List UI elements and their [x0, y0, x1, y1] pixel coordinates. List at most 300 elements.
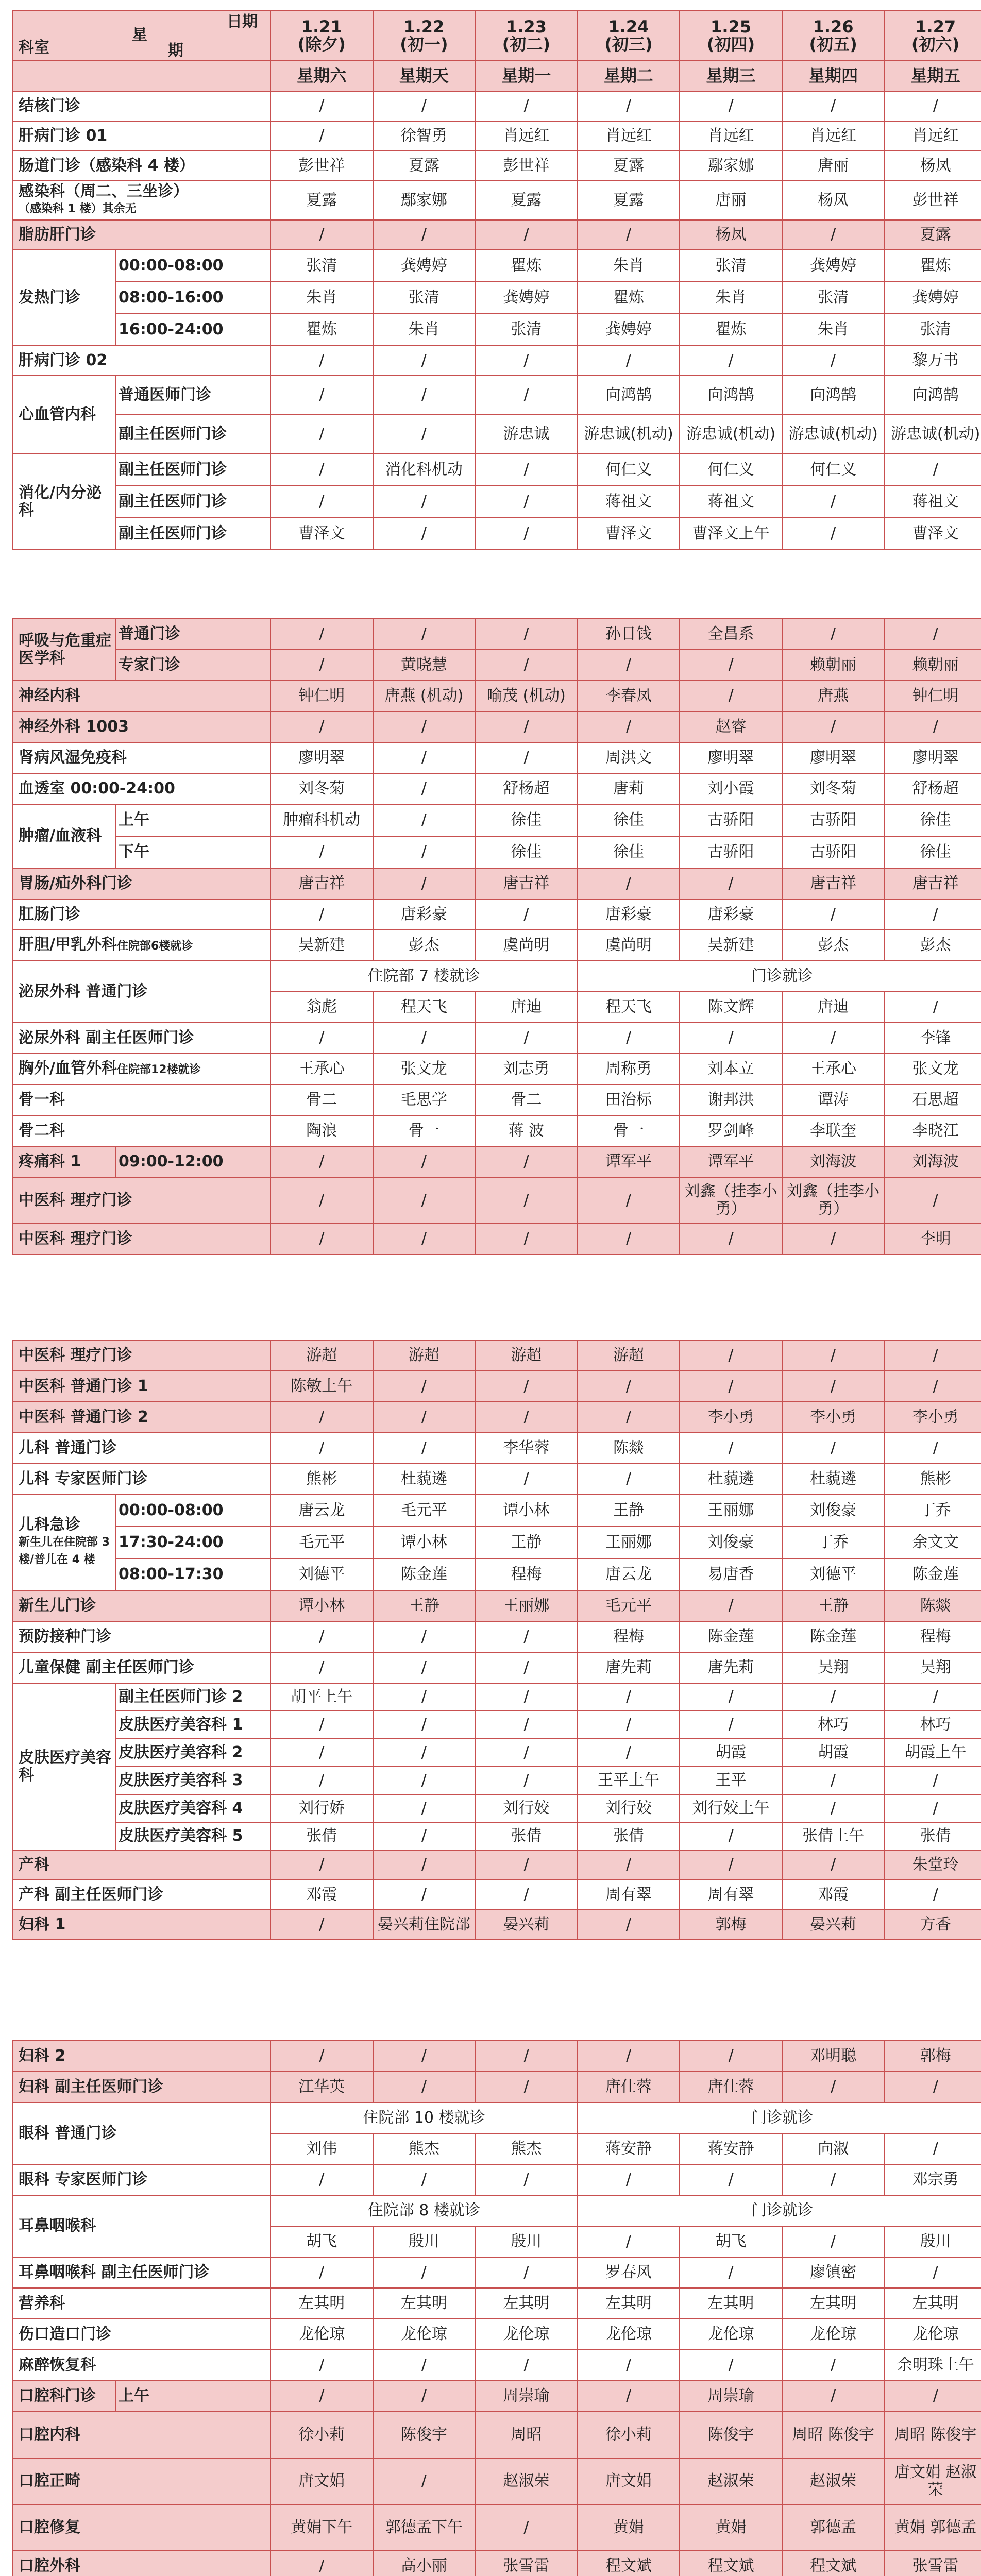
schedule-cell: / — [782, 486, 885, 518]
schedule-cell: 蒋祖文 — [884, 486, 981, 518]
schedule-cell: 唐莉 — [578, 773, 680, 804]
dept-label — [13, 930, 270, 961]
schedule-cell: / — [373, 1794, 476, 1822]
schedule-cell: / — [578, 2164, 680, 2195]
schedule-cell: 龙伦琼 — [475, 2319, 578, 2350]
dept-label: 产科 — [13, 1850, 270, 1880]
schedule-cell: / — [270, 2041, 373, 2072]
sub-label: 副主任医师门诊 — [116, 486, 270, 518]
dept-label: 新生儿门诊 — [13, 1590, 270, 1621]
schedule-cell: / — [680, 1023, 782, 1054]
table-row — [13, 1822, 981, 1850]
location-note: 住院部6楼就诊 — [116, 939, 193, 953]
schedule-cell: / — [373, 220, 476, 250]
schedule-cell: 陈敏上午 — [270, 1371, 373, 1402]
table-row — [13, 804, 981, 836]
schedule-cell: 刘小霞 — [680, 773, 782, 804]
schedule-cell: 向鸿鹄 — [884, 376, 981, 415]
schedule-cell: 谭小林 — [475, 1495, 578, 1527]
schedule-cell: / — [475, 346, 578, 376]
schedule-cell: 杜藐遴 — [680, 1464, 782, 1495]
sub-label: 皮肤医疗美容科 2 — [116, 1739, 270, 1767]
schedule-cell: 陈俊宇 — [680, 2412, 782, 2458]
time-slot: 17:30-24:00 — [116, 1527, 270, 1558]
dept-label: 耳鼻咽喉科 — [13, 2195, 270, 2257]
dept-label: 骨一科 — [13, 1084, 270, 1115]
dept-name: 胸外/血管外科 — [19, 1059, 117, 1077]
dept-note: （感染科 1 楼）其余无 — [19, 202, 137, 215]
schedule-cell: 唐吉祥 — [884, 868, 981, 899]
schedule-cell: 瞿炼 — [475, 250, 578, 282]
schedule-cell: 唐彩豪 — [680, 899, 782, 930]
schedule-cell: 程梅 — [884, 1621, 981, 1652]
dept-label — [13, 181, 270, 220]
schedule-cell: 龚娉婷 — [782, 250, 885, 282]
weekday-header: 星期天 — [373, 60, 476, 91]
schedule-cell: 程天飞 — [373, 992, 476, 1023]
dept-label: 皮肤医疗美容科 — [13, 1683, 116, 1850]
schedule-cell: / — [578, 346, 680, 376]
table-row — [13, 1621, 981, 1652]
weekday-header: 星期一 — [475, 60, 578, 91]
schedule-cell: / — [475, 1880, 578, 1910]
schedule-cell: / — [884, 1177, 981, 1224]
schedule-cell: / — [680, 346, 782, 376]
schedule-cell: 唐文娟 — [270, 2458, 373, 2504]
schedule-cell: / — [373, 804, 476, 836]
schedule-cell: 虞尚明 — [475, 930, 578, 961]
schedule-cell: / — [884, 899, 981, 930]
table-row — [13, 1495, 981, 1527]
schedule-cell: 夏露 — [373, 151, 476, 181]
schedule-cell: / — [373, 742, 476, 773]
dept-label: 妇科 1 — [13, 1910, 270, 1940]
table-row — [13, 250, 981, 282]
schedule-cell: / — [578, 1850, 680, 1880]
time-slot: 00:00-08:00 — [116, 1495, 270, 1527]
table-row — [13, 518, 981, 550]
table-row — [13, 742, 981, 773]
schedule-cell: / — [782, 1023, 885, 1054]
schedule-cell: / — [680, 1224, 782, 1255]
schedule-cell: / — [884, 711, 981, 742]
table-row — [13, 868, 981, 899]
schedule-cell: 夏露 — [884, 220, 981, 250]
table-row — [13, 961, 981, 992]
sub-label: 皮肤医疗美容科 3 — [116, 1767, 270, 1794]
schedule-cell: 林巧 — [782, 1711, 885, 1739]
schedule-cell: / — [373, 2164, 476, 2195]
schedule-cell: / — [475, 1402, 578, 1433]
schedule-cell: 唐彩豪 — [373, 899, 476, 930]
schedule-cell: / — [475, 2164, 578, 2195]
schedule-cell: / — [884, 1880, 981, 1910]
dept-label: 肠道门诊（感染科 4 楼） — [13, 151, 270, 181]
schedule-cell: 吴新建 — [680, 930, 782, 961]
table-row — [13, 2041, 981, 2072]
schedule-cell: 彭世祥 — [270, 151, 373, 181]
schedule-cell: 张倩上午 — [782, 1822, 885, 1850]
schedule-cell: 程天飞 — [578, 992, 680, 1023]
weekday-header: 星期四 — [782, 60, 885, 91]
schedule-cell: 徐小莉 — [270, 2412, 373, 2458]
schedule-cell: 赵淑荣 — [680, 2458, 782, 2504]
dept-name: 感染科（周二、三坐诊） — [19, 182, 189, 200]
table-row — [13, 2288, 981, 2319]
table-row — [13, 1527, 981, 1558]
table-row — [13, 91, 981, 121]
date-value: 1.27 — [915, 17, 956, 37]
schedule-cell: / — [680, 1683, 782, 1711]
schedule-cell: 左其明 — [782, 2288, 885, 2319]
schedule-cell: / — [270, 1177, 373, 1224]
schedule-cell: 唐丽 — [782, 151, 885, 181]
schedule-cell: 朱肖 — [270, 282, 373, 314]
schedule-cell: 王静 — [475, 1527, 578, 1558]
schedule-cell: 肖远红 — [578, 121, 680, 151]
schedule-cell: 夏露 — [475, 181, 578, 220]
schedule-cell: / — [373, 346, 476, 376]
location-note: 门诊就诊 — [578, 2195, 981, 2226]
corner-label: 期 — [168, 42, 183, 60]
schedule-cell: 虞尚明 — [578, 930, 680, 961]
schedule-cell: / — [680, 868, 782, 899]
schedule-cell: / — [373, 836, 476, 868]
schedule-cell: 刘俊豪 — [782, 1495, 885, 1527]
schedule-cell: / — [270, 2381, 373, 2412]
schedule-cell: 周有翠 — [578, 1880, 680, 1910]
table-row — [13, 836, 981, 868]
schedule-cell: / — [270, 899, 373, 930]
table-row — [13, 1023, 981, 1054]
schedule-cell: / — [884, 1433, 981, 1464]
schedule-cell: 周崇瑜 — [680, 2381, 782, 2412]
sub-label: 皮肤医疗美容科 5 — [116, 1822, 270, 1850]
dept-label: 中医科 普通门诊 2 — [13, 1402, 270, 1433]
schedule-cell: / — [475, 1371, 578, 1402]
schedule-cell: / — [680, 91, 782, 121]
schedule-cell: 黎万书 — [884, 346, 981, 376]
schedule-cell: / — [475, 2350, 578, 2381]
location-note: 门诊就诊 — [578, 961, 981, 992]
schedule-cell: 赵淑荣 — [475, 2458, 578, 2504]
schedule-cell: / — [680, 1850, 782, 1880]
date-value: 1.22 — [403, 17, 445, 37]
table-row — [13, 2381, 981, 2412]
table-row — [13, 181, 981, 220]
schedule-cell: 彭世祥 — [884, 181, 981, 220]
schedule-cell: 彭杰 — [782, 930, 885, 961]
schedule-cell: 谭小林 — [373, 1527, 476, 1558]
schedule-cell: / — [475, 91, 578, 121]
schedule-cell: 刘德平 — [270, 1558, 373, 1590]
schedule-cell: / — [475, 1224, 578, 1255]
weekday-header: 星期六 — [270, 60, 373, 91]
schedule-cell: 李华蓉 — [475, 1433, 578, 1464]
dept-label: 血透室 00:00-24:00 — [13, 773, 270, 804]
lunar-date: (初二) — [502, 35, 551, 54]
schedule-cell: 彭杰 — [884, 930, 981, 961]
schedule-cell: 陈金莲 — [782, 1621, 885, 1652]
schedule-cell: 李小勇 — [884, 1402, 981, 1433]
dept-label: 口腔外科 — [13, 2551, 270, 2576]
schedule-cell: 晏兴莉住院部 — [373, 1910, 476, 1940]
schedule-cell: 蒋 波 — [475, 1115, 578, 1146]
schedule-cell: / — [373, 773, 476, 804]
schedule-cell: 陶浪 — [270, 1115, 373, 1146]
dept-label: 麻醉恢复科 — [13, 2350, 270, 2381]
table-row — [13, 454, 981, 486]
schedule-cell: 胡飞 — [680, 2226, 782, 2257]
schedule-cell: / — [578, 1402, 680, 1433]
schedule-cell: 刘本立 — [680, 1054, 782, 1084]
table-row — [13, 415, 981, 454]
corner-label: 日期 — [227, 13, 258, 31]
schedule-cell: / — [475, 1177, 578, 1224]
schedule-cell: / — [680, 1822, 782, 1850]
schedule-cell: 刘冬菊 — [270, 773, 373, 804]
schedule-cell: 左其明 — [884, 2288, 981, 2319]
schedule-cell: / — [782, 619, 885, 650]
schedule-cell: / — [373, 1371, 476, 1402]
schedule-cell: / — [782, 2226, 885, 2257]
schedule-cell: 张清 — [884, 314, 981, 346]
schedule-cell: 蒋祖文 — [578, 486, 680, 518]
schedule-cell: / — [475, 899, 578, 930]
lunar-date: (初四) — [706, 35, 755, 54]
schedule-cell: 张文龙 — [373, 1054, 476, 1084]
schedule-cell: 龙伦琼 — [578, 2319, 680, 2350]
schedule-cell: / — [373, 2041, 476, 2072]
table-row — [13, 1146, 981, 1177]
schedule-cell: 张倩 — [578, 1822, 680, 1850]
schedule-cell: 刘行娇 — [270, 1794, 373, 1822]
schedule-cell: 徐佳 — [884, 804, 981, 836]
schedule-cell: 张文龙 — [884, 1054, 981, 1084]
dept-label: 泌尿外科 普通门诊 — [13, 961, 270, 1023]
table-row — [13, 1590, 981, 1621]
schedule-cell: / — [373, 711, 476, 742]
schedule-cell: / — [475, 1767, 578, 1794]
table-row — [13, 1464, 981, 1495]
table-row — [13, 1084, 981, 1115]
schedule-cell: 翁彪 — [270, 992, 373, 1023]
schedule-cell: 张清 — [373, 282, 476, 314]
schedule-cell: 罗春风 — [578, 2257, 680, 2288]
dept-label: 发热门诊 — [13, 250, 116, 346]
schedule-cell: 游超 — [373, 1340, 476, 1371]
schedule-cell: 程梅 — [578, 1621, 680, 1652]
schedule-cell: 丁乔 — [782, 1527, 885, 1558]
schedule-cell: 何仁义 — [680, 454, 782, 486]
schedule-cell: 王静 — [373, 1590, 476, 1621]
schedule-cell: 左其明 — [475, 2288, 578, 2319]
date-value: 1.24 — [608, 17, 649, 37]
schedule-cell: / — [782, 1224, 885, 1255]
schedule-cell: / — [578, 2226, 680, 2257]
schedule-cell: 徐佳 — [475, 836, 578, 868]
schedule-cell: 周称勇 — [578, 1054, 680, 1084]
schedule-cell: 熊彬 — [270, 1464, 373, 1495]
date-header — [270, 11, 373, 60]
schedule-cell: / — [373, 486, 476, 518]
schedule-cell: 曹泽文 — [578, 518, 680, 550]
schedule-cell: 何仁义 — [578, 454, 680, 486]
schedule-cell: 杨凤 — [884, 151, 981, 181]
table-row — [13, 486, 981, 518]
schedule-cell: 瞿炼 — [680, 314, 782, 346]
schedule-cell: 向鸿鹄 — [578, 376, 680, 415]
schedule-cell: 左其明 — [578, 2288, 680, 2319]
dept-label: 预防接种门诊 — [13, 1621, 270, 1652]
schedule-cell: / — [884, 1767, 981, 1794]
dept-label: 肿瘤/血液科 — [13, 804, 116, 868]
schedule-cell: / — [782, 2381, 885, 2412]
schedule-cell: 胡霞 — [680, 1739, 782, 1767]
schedule-cell: / — [782, 91, 885, 121]
schedule-cell: / — [475, 2072, 578, 2103]
schedule-cell: / — [578, 1371, 680, 1402]
schedule-cell: 喻茂 (机动) — [475, 681, 578, 711]
schedule-cell: 廖明翠 — [680, 742, 782, 773]
schedule-cell: 周昭 — [475, 2412, 578, 2458]
schedule-cell: 王承心 — [782, 1054, 885, 1084]
schedule-cell: 游忠诚(机动) — [782, 415, 885, 454]
table-row — [13, 220, 981, 250]
schedule-cell: 王丽娜 — [578, 1527, 680, 1558]
schedule-cell: 杨凤 — [680, 220, 782, 250]
schedule-cell: 周崇瑜 — [475, 2381, 578, 2412]
lunar-date: (初一) — [400, 35, 448, 54]
schedule-cell: 毛元平 — [578, 1590, 680, 1621]
sub-label: 皮肤医疗美容科 4 — [116, 1794, 270, 1822]
dept-label: 骨二科 — [13, 1115, 270, 1146]
schedule-cell: / — [680, 2257, 782, 2288]
date-value: 1.26 — [813, 17, 854, 37]
schedule-cell: 瞿炼 — [270, 314, 373, 346]
schedule-cell: 刘鑫（挂李小勇） — [680, 1177, 782, 1224]
schedule-cell: / — [578, 1711, 680, 1739]
dept-label — [13, 1054, 270, 1084]
schedule-cell: / — [578, 91, 680, 121]
schedule-cell: 夏露 — [578, 151, 680, 181]
dept-label: 眼科 普通门诊 — [13, 2103, 270, 2164]
schedule-cell: / — [270, 1224, 373, 1255]
schedule-cell: / — [578, 711, 680, 742]
dept-label: 中医科 理疗门诊 — [13, 1224, 270, 1255]
table-row — [13, 650, 981, 681]
schedule-cell: / — [475, 650, 578, 681]
dept-label: 耳鼻咽喉科 副主任医师门诊 — [13, 2257, 270, 2288]
table-row — [13, 2504, 981, 2551]
schedule-cell: / — [782, 220, 885, 250]
date-value: 1.25 — [711, 17, 751, 37]
schedule-cell: 周昭 陈俊宇 — [782, 2412, 885, 2458]
schedule-cell: 廖明翠 — [270, 742, 373, 773]
schedule-cell: / — [680, 1340, 782, 1371]
schedule-block — [12, 1340, 981, 1940]
schedule-cell: 唐云龙 — [270, 1495, 373, 1527]
schedule-cell: 吴翔 — [782, 1652, 885, 1683]
schedule-cell: 向鸿鹄 — [782, 376, 885, 415]
schedule-cell: / — [373, 1146, 476, 1177]
schedule-cell: 朱肖 — [782, 314, 885, 346]
schedule-cell: / — [270, 1910, 373, 1940]
schedule-cell: / — [578, 1023, 680, 1054]
schedule-cell: / — [475, 1023, 578, 1054]
schedule-cell: / — [782, 518, 885, 550]
schedule-cell: / — [373, 619, 476, 650]
schedule-cell: 向鸿鹄 — [680, 376, 782, 415]
table-row — [13, 1433, 981, 1464]
schedule-cell: 毛元平 — [373, 1495, 476, 1527]
date-header — [475, 11, 578, 60]
weekday-header: 星期二 — [578, 60, 680, 91]
schedule-cell: / — [475, 1711, 578, 1739]
table-row — [13, 711, 981, 742]
table-row — [13, 2257, 981, 2288]
schedule-cell: 唐彩豪 — [578, 899, 680, 930]
schedule-cell: / — [373, 2072, 476, 2103]
sub-label: 00:00-08:00 — [116, 250, 270, 282]
schedule-cell: 张清 — [680, 250, 782, 282]
dept-label: 伤口造口门诊 — [13, 2319, 270, 2350]
table-row — [13, 1340, 981, 1371]
schedule-cell: 刘冬菊 — [782, 773, 885, 804]
sub-label: 副主任医师门诊 — [116, 415, 270, 454]
schedule-cell: 刘海波 — [884, 1146, 981, 1177]
dept-label: 神经外科 1003 — [13, 711, 270, 742]
schedule-cell: / — [373, 518, 476, 550]
dept-label: 儿童保健 副主任医师门诊 — [13, 1652, 270, 1683]
schedule-cell: / — [270, 1739, 373, 1767]
weekday-header: 星期五 — [884, 60, 981, 91]
schedule-cell: 廖镇密 — [782, 2257, 885, 2288]
schedule-cell: / — [270, 836, 373, 868]
schedule-cell: 唐迪 — [782, 992, 885, 1023]
schedule-cell: 罗剑峰 — [680, 1115, 782, 1146]
schedule-cell: 李春凤 — [578, 681, 680, 711]
schedule-cell: 骨二 — [270, 1084, 373, 1115]
table-row — [13, 899, 981, 930]
schedule-cell: 熊杰 — [373, 2133, 476, 2164]
dept-label: 肛肠门诊 — [13, 899, 270, 930]
schedule-cell: 吴新建 — [270, 930, 373, 961]
schedule-cell: 唐仕蓉 — [680, 2072, 782, 2103]
schedule-cell: / — [680, 2041, 782, 2072]
schedule-cell: 张清 — [270, 250, 373, 282]
schedule-cell: 刘俊豪 — [680, 1527, 782, 1558]
schedule-cell: / — [884, 1683, 981, 1711]
schedule-cell: / — [373, 1683, 476, 1711]
schedule-cell: / — [884, 2133, 981, 2164]
schedule-cell: / — [475, 454, 578, 486]
schedule-cell: 古骄阳 — [680, 804, 782, 836]
schedule-cell: / — [270, 2350, 373, 2381]
schedule-cell: 左其明 — [270, 2288, 373, 2319]
schedule-cell: 钟仁明 — [884, 681, 981, 711]
table-row — [13, 1910, 981, 1940]
weekday-header: 星期三 — [680, 60, 782, 91]
schedule-cell: 殷川 — [373, 2226, 476, 2257]
schedule-cell: / — [270, 1652, 373, 1683]
schedule-cell: 胡飞 — [270, 2226, 373, 2257]
schedule-cell: 王承心 — [270, 1054, 373, 1084]
table-row — [13, 1371, 981, 1402]
schedule-cell: / — [884, 1340, 981, 1371]
table-row — [13, 2412, 981, 2458]
location-note: 住院部 10 楼就诊 — [270, 2103, 578, 2133]
